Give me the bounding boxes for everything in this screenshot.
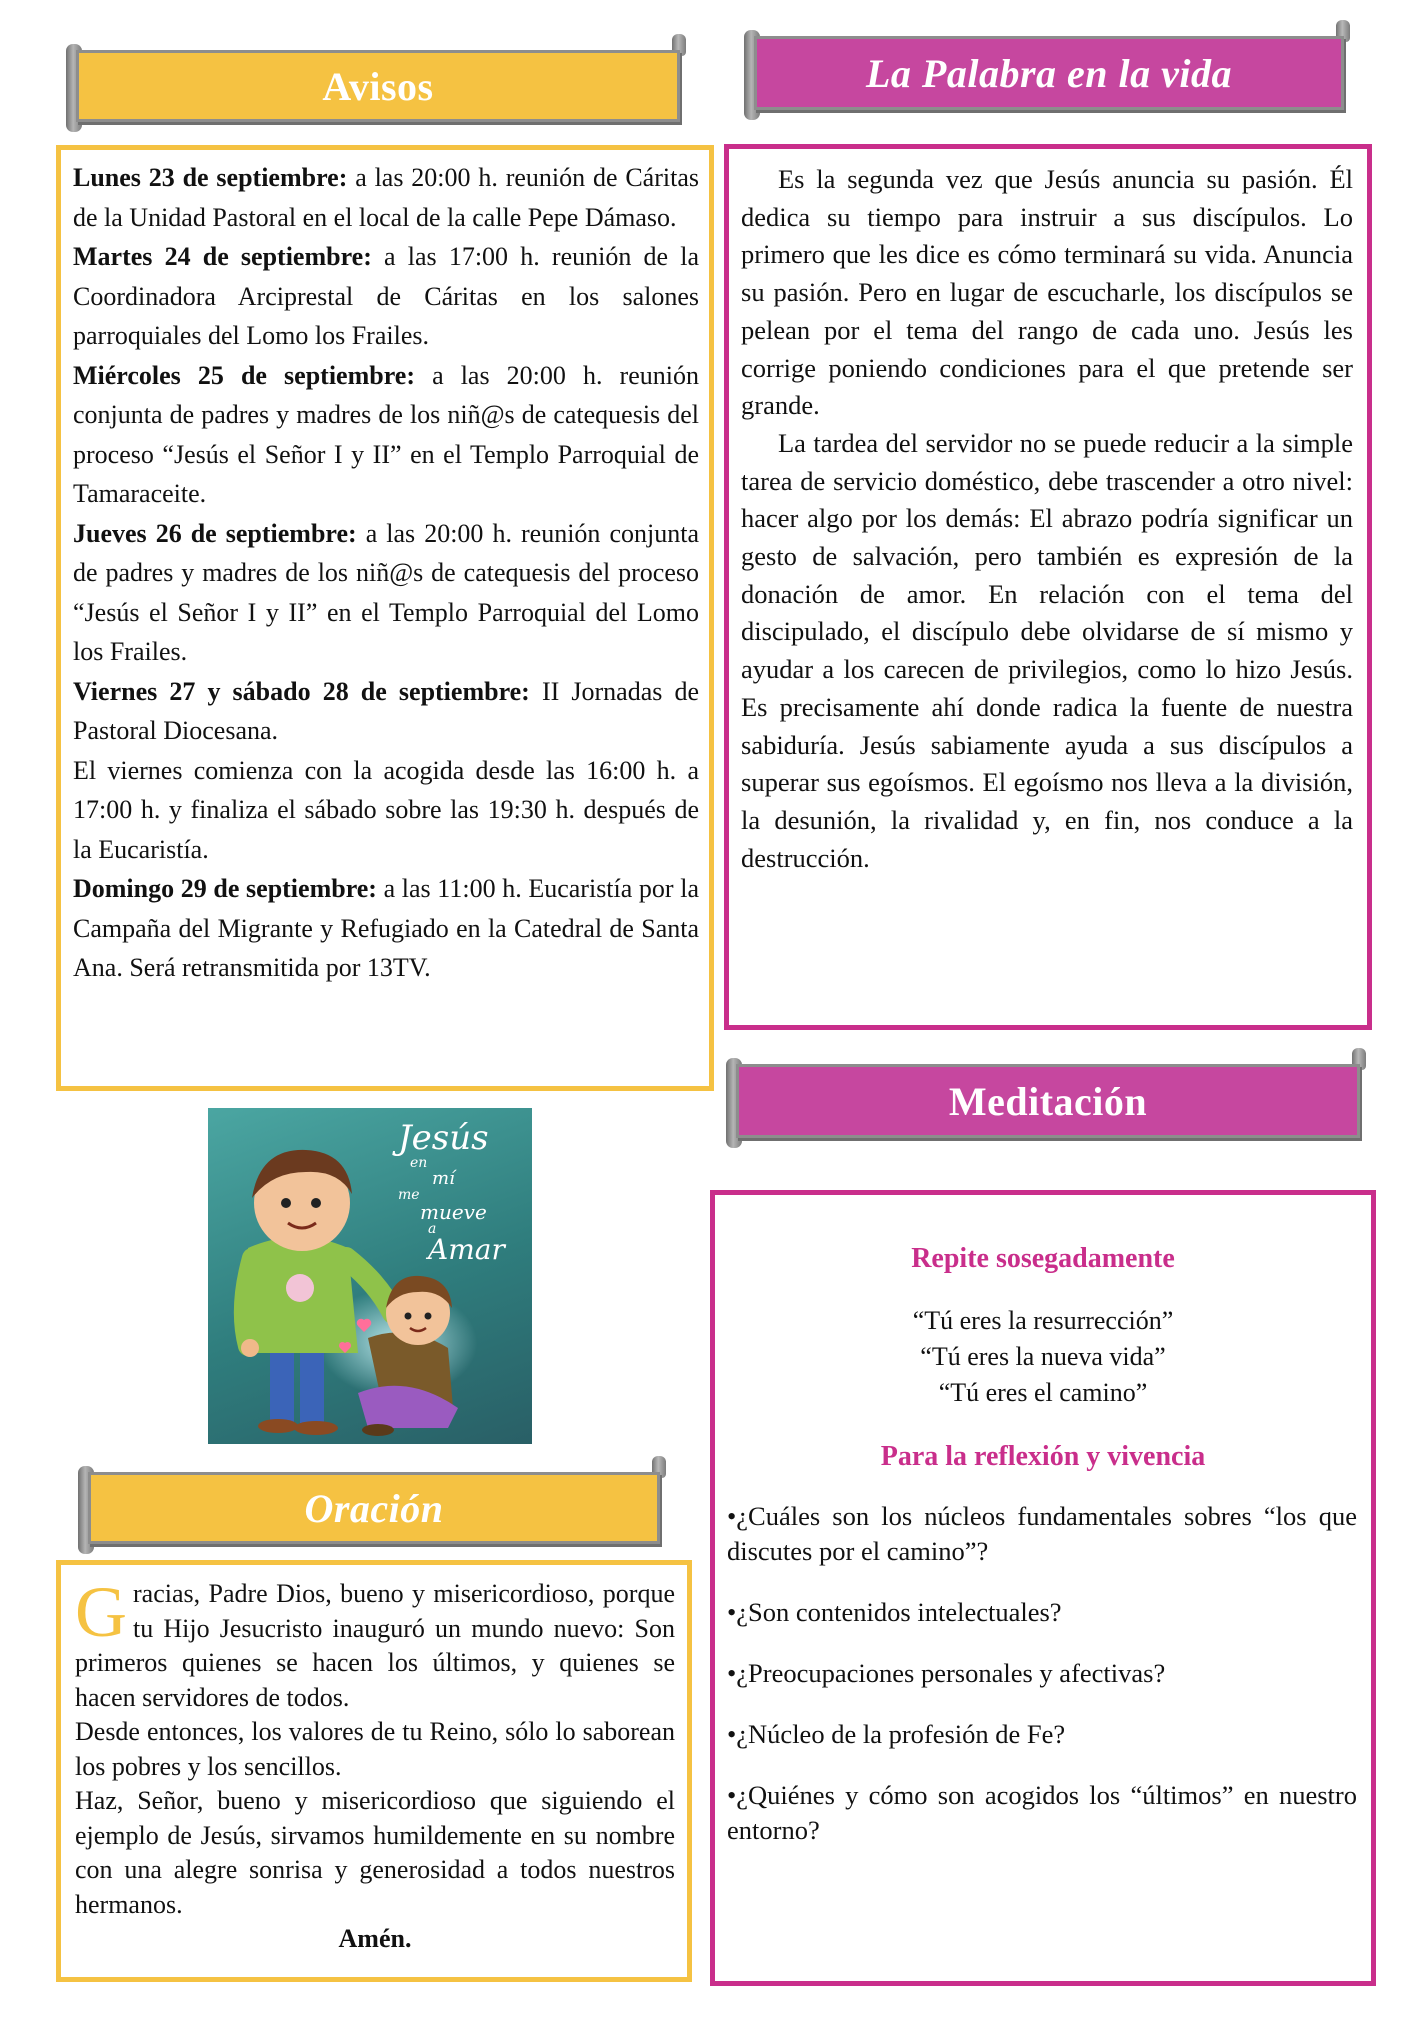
reflection-list [715,1473,1371,1848]
oracion-paragraph: Haz, Señor, bueno y misericordioso que siguiendo el ejemplo de Jesús, sirvamos humildemente en su nombre con una alegre sonrisa y generosidad a todos nuestros hermanos. [75,1786,675,1919]
illustration-caption [398,1118,528,1266]
aviso-text: II Jornadas de Pastoral Diocesana. [73,676,699,745]
aviso-text: a las 20:00 h. reunión de Cáritas de la Unidad Pastoral en el local de la calle Pepe Dámaso. [73,163,699,232]
meditacion-box [710,1190,1376,1986]
dropcap-letter: G [75,1572,127,1652]
caption-word: a [428,1221,437,1237]
aviso-entry [73,514,699,672]
meditacion-title: Meditación [948,1078,1148,1124]
aviso-entry [73,158,699,237]
amen-line: Amén. [338,1924,412,1953]
jesus-illustration [208,1108,532,1444]
caption-word: en [410,1155,428,1171]
caption-word: Jesús [398,1118,489,1158]
aviso-lead: Lunes 23 de septiembre: [73,163,348,192]
oracion-text [61,1565,687,1957]
aviso-text: a las 11:00 h. Eucaristía por la Campaña del Migrante y Refugiado en la Catedral de Santa Ana. Será retransmitida por 13TV. [73,874,699,982]
aviso-text: a las 20:00 h. reunión conjunta de padres y madres de los niñ@s de catequesis del proceso “Jesús el Señor I y II” en el Templo Parroquial de Tamaraceite. [73,360,699,508]
aviso-lead: Viernes 27 y sábado 28 de septiembre: [73,676,530,706]
aviso-text: El viernes comienza con la acogida desde las 16:00 h. a 17:00 h. y finaliza el sábado sobre las 19:30 h. después de la Eucaristía. [73,755,699,864]
caption-word: Amar [428,1233,505,1266]
aviso-lead: Jueves 26 de septiembre: [73,518,357,548]
palabra-box [724,144,1372,1030]
list-item: •¿Preocupaciones personales y afectivas? [727,1658,1166,1688]
caption-word: mueve [420,1200,487,1224]
oracion-title: Oración [304,1485,444,1531]
aviso-entry [73,356,699,514]
aviso-entry [73,869,699,988]
avisos-text [61,150,709,988]
palabra-banner [744,30,1350,122]
caption-word: me [398,1187,420,1203]
list-item: •¿Son contenidos intelectuales? [727,1597,1062,1627]
meditacion-banner [726,1058,1366,1150]
list-item: •¿Quiénes y cómo son acogidos los “últimos” en nuestro entorno? [727,1780,1357,1845]
quote-line: “Tú eres la nueva vida” [920,1342,1166,1371]
avisos-box [56,145,714,1091]
avisos-banner [66,44,686,134]
aviso-entry [73,237,699,356]
quote-line: “Tú eres la resurrección” [912,1306,1174,1335]
aviso-text: a las 17:00 h. reunión de la Coordinadora Arciprestal de Cáritas en los salones parroquiales del Lomo los Frailes. [73,242,700,350]
oracion-banner [78,1466,666,1556]
quote-line: “Tú eres el camino” [938,1378,1148,1407]
aviso-entry [73,672,699,751]
caption-word: mí [432,1168,455,1189]
meditacion-subtitle-2: Para la reflexión y vivencia [880,1441,1206,1472]
aviso-entry [73,751,699,870]
oracion-p1: racias, Padre Dios, bueno y misericordioso, porque tu Hijo Jesucristo inauguró un mundo nuevo: Son primeros quienes se hacen los últimos, y quienes se hacen servidores de todos. [75,1579,675,1712]
palabra-title: La Palabra en la vida [865,50,1233,96]
oracion-box [56,1560,692,1982]
aviso-lead: Domingo 29 de septiembre: [73,874,377,903]
aviso-lead: Miércoles 25 de septiembre: [73,360,415,390]
palabra-text [729,149,1367,877]
avisos-title: Avisos [322,63,434,109]
palabra-paragraph: La tardea del servidor no se puede reducir a la simple tarea de servicio doméstico, debe trascender a otro nivel: hacer algo por los demás: El abrazo podría significar un gesto de salvación, pero también es expresión de la donación de amor. En relación con el tema del discipulado, el discípulo debe olvidarse de sí mismo y ayudar a los carecen de privilegios, como lo hizo Jesús. Es precisamente ahí donde radica la fuente de nuestra sabiduría. Jesús sabiamente ayuda a sus discípulos a superar sus egoísmos. El egoísmo nos lleva a la división, la desunión, la rivalidad y, en fin, nos conduce a la destrucción. [741,427,1353,873]
aviso-text: a las 20:00 h. reunión conjunta de padres y madres de los niñ@s de catequesis del proceso “Jesús el Señor I y II” en el Templo Parroquial del Lomo los Frailes. [73,518,699,666]
aviso-lead: Martes 24 de septiembre: [73,242,372,271]
meditacion-subtitle-1: Repite sosegadamente [911,1243,1175,1274]
list-item: •¿Núcleo de la profesión de Fe? [727,1719,1066,1749]
oracion-paragraph: Desde entonces, los valores de tu Reino, sólo lo saborean los pobres y los sencillos. [75,1717,675,1781]
palabra-paragraph: Es la segunda vez que Jesús anuncia su pasión. Él dedica su tiempo para instruir a sus discípulos. Lo primero que les dice es cómo terminará su vida. Anuncia su pasión. Pero en lugar de escucharle, los discípulos se pelean por el tema del rango de cada uno. Jesús les corrige poniendo condiciones para el que pretende ser grande. [741,164,1353,421]
list-item: •¿Cuáles son los núcleos fundamentales sobres “los que discutes por el camino”? [727,1501,1357,1566]
oracion-paragraph [75,1572,675,1715]
